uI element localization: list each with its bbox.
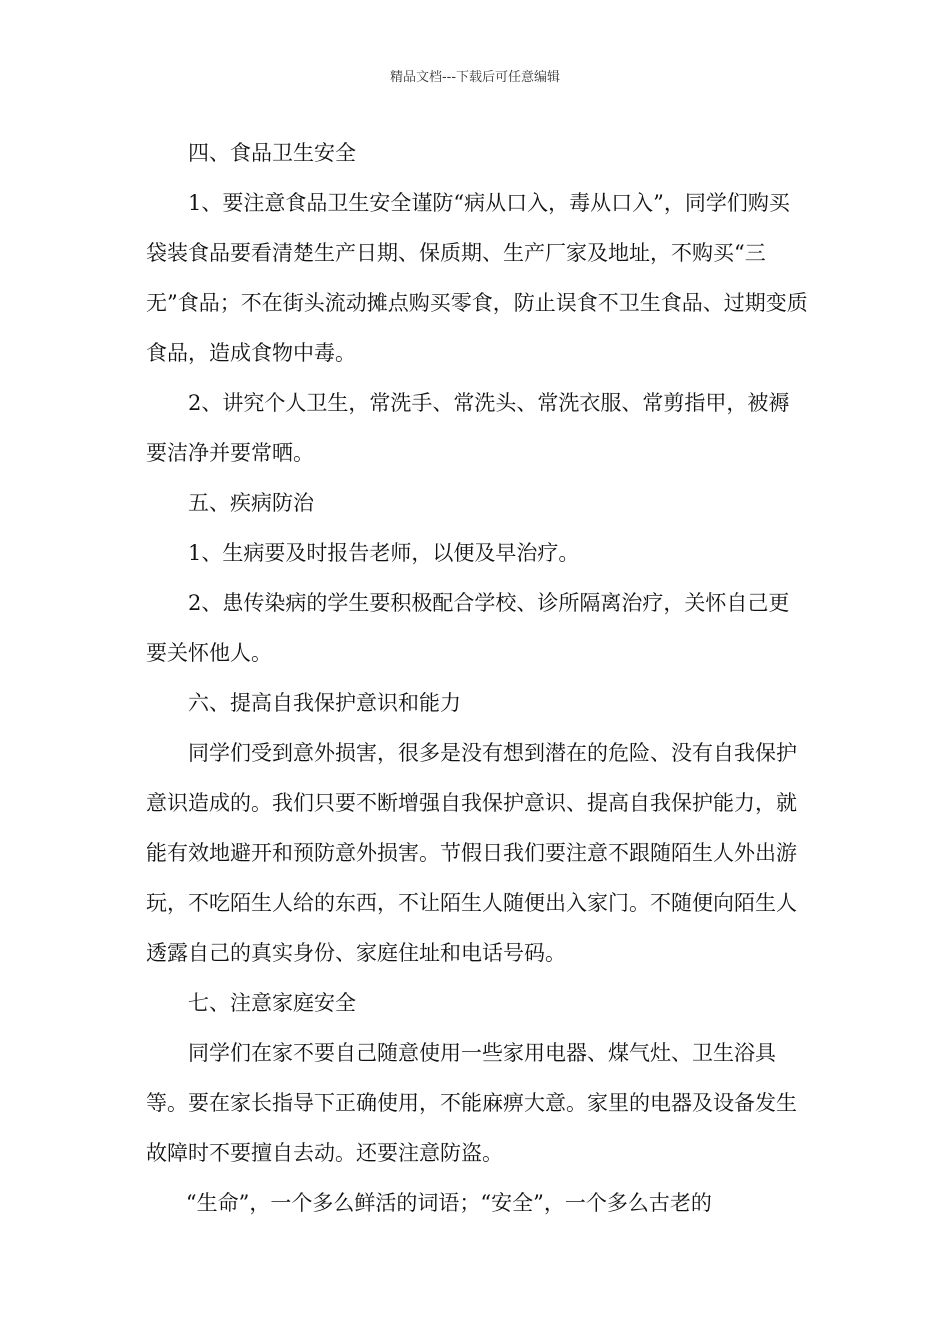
- paragraph-closing: “生命”，一个多么鲜活的词语；“安全”，一个多么古老的: [185, 1191, 712, 1215]
- paragraph-food-safety-2: 2、讲究个人卫生，常洗手、常洗头、常洗衣服、常剪指甲，被褥要洁净并要常晒。: [146, 391, 790, 465]
- section-heading-self-protection: 六、提高自我保护意识和能力: [188, 691, 461, 715]
- section-heading-disease-prevention: 五、疾病防治: [188, 491, 314, 515]
- paragraph-home-safety: 同学们在家不要自己随意使用一些家用电器、煤气灶、卫生浴具等。要在家长指导下正确使用，不能麻痹大意。家里的电器及设备发生故障时不要擅自去动。还要注意防盗。: [146, 1041, 797, 1165]
- paragraph-disease-1: 1、生病要及时报告老师，以便及早治疗。: [188, 541, 580, 565]
- paragraph-disease-2: 2、患传染病的学生要积极配合学校、诊所隔离治疗，关怀自己更要关怀他人。: [146, 591, 790, 665]
- section-heading-food-safety: 四、食品卫生安全: [188, 141, 356, 165]
- paragraph-self-protection: 同学们受到意外损害，很多是没有想到潜在的危险、没有自我保护意识造成的。我们只要不断增强自我保护意识、提高自我保护能力，就能有效地避开和预防意外损害。节假日我们要注意不跟随陌生人外出游玩，不吃陌生人给的东西，不让陌生人随便出入家门。不随便向陌生人透露自己的真实身份、家庭住址和电话号码。: [146, 741, 797, 965]
- section-heading-home-safety: 七、注意家庭安全: [188, 991, 356, 1015]
- document-body: [146, 128, 810, 1228]
- page-header: 精品文档---下载后可任意编辑: [389, 70, 561, 85]
- paragraph-food-safety-1: 1、要注意食品卫生安全谨防“病从口入，毒从口入”，同学们购买袋装食品要看清楚生产日期、保质期、生产厂家及地址，不购买“三无”食品；不在街头流动摊点购买零食，防止误食不卫生食品、过期变质食品，造成食物中毒。: [146, 191, 808, 365]
